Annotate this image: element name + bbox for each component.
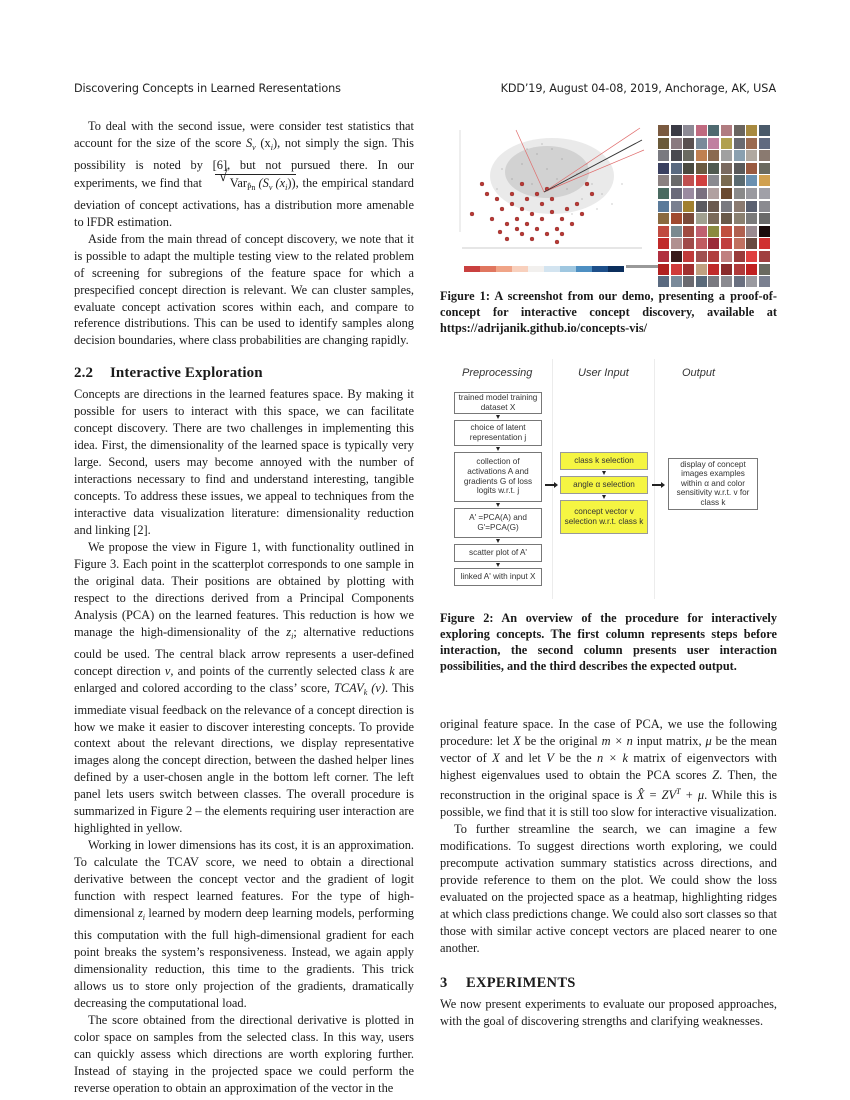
paragraph-score-color: The score obtained from the directional derivative is plotted in color space on samples from the selected class. In this way, users can quickly assess which directions are worth exploring further. Instead of staying in the projected space we could perform the reverse operation to obtain an approximation of the vector in the [74,1012,414,1095]
running-header-venue: KDD’19, August 04-08, 2019, Anchorage, AK, USA [500,82,776,95]
input-angle-selection: angle α selection [560,476,648,494]
column-divider [654,359,655,599]
section-heading-interactive-exploration: 2.2 Interactive Exploration [74,365,263,382]
paragraph-concepts-directions: Concepts are directions in the learned features space. By making it possible for users to interact with this space, we can facilitate concept discovery. There are two challenges in implementing this idea. First, the dimensionality of the learned space is typically very large. Second, users may become annoyed with the number of interactions necessary to find and understand interesting, tangible concepts. To address these issues, we appeal to techniques from the interactive data visualization literature: dimensionality reduction and linking [2]. [74,387,414,538]
figure-1-demo-screenshot [440,120,777,282]
arrow-down-icon [496,563,500,567]
arrow-down-icon [602,495,606,499]
figure-1-caption: Figure 1: A screenshot from our demo, presenting a proof-of-concept for interactive concept discovery, available at https://adrijanik.github.io/concepts-vis/ [440,289,777,336]
paragraph-streamline-search: To further streamline the search, we can imagine a few modifications. To suggest directions worth exploring, we could precompute activation summary statistics across directions, and provide reference to them on the plot. We could show the loss evaluated on the projected space as a heatmap, highlighting ridges at which class predictions change. We could also sort classes so that those with similar active concept vectors are placed nearer to one another. [440,822,777,955]
step-pca: A' =PCA(A) and G'=PCA(G) [454,508,542,538]
arrow-down-icon [602,471,606,475]
right-column [440,118,777,1030]
column-header-output: Output [682,366,716,379]
scatterplot-image [452,124,648,262]
arrow-right-icon [652,484,662,486]
arrow-down-icon [496,447,500,451]
paragraph-lower-dimensions: Working in lower dimensions has its cost, it is an approximation. To calculate the TCAV score, we need to obtain a directional derivative between the concept vector and the gradient of logit function with respect learned features. For the type of high-dimensional $z_i$ learned by modern deep learning models, performing this computation with the full high-dimensional gradient for each point breaks the system’s responsiveness. Instead, we again apply dimensionality reduction, this time to the gradients. This trick allows us to store only projection of the gradients, dramatically decreasing the computational load. [74,838,414,1010]
arrow-down-icon [496,503,500,507]
arrow-down-icon [496,539,500,543]
concept-image-grid [658,125,770,287]
arrow-right-icon [545,484,555,486]
column-header-user-input: User Input [578,366,629,379]
step-scatter-plot: scatter plot of A' [454,544,542,562]
arrow-down-icon [496,415,500,419]
input-class-selection: class k selection [560,452,648,470]
figure-2-procedure-diagram [440,359,777,604]
output-display-concepts: display of concept images examples within α and color sensitivity w.r.t. v for class k [668,458,758,510]
paragraph-test-statistics: To deal with the second issue, were consider test statistics that account for the size of the score $S_v$ $(x_i)$, not simply the sign. This possibility is noted by [6], but not pursued there. In our experiments, we find that √ Var$_{P̂n}$ ($S_v$ $(x_i)$), the empirical standard deviation of concept activations, has a distribution more amenable to lFDR estimation. [74,118,414,231]
step-latent-representation: choice of latent representation j [454,420,542,446]
left-column [74,118,414,1096]
colorbar-label [626,265,660,268]
figure-2-caption: Figure 2: An overview of the procedure for interactively exploring concepts. The first column represents steps before interaction, the second column presents user interaction possibilities, and the third describes the expected output. [440,610,777,674]
paragraph-screening: Aside from the main thread of concept discovery, we note that it is possible to adapt the multiple testing view to the related problem of screening for subregions of the feature space for which a prespecified concept direction is relevant. We can cluster samples, evaluate concept activation scores within each, and compare to reference distributions. This can be used to identify samples along decision boundaries, where class probabilities are changing rapidly. [74,231,414,348]
column-divider [552,359,553,599]
paragraph-view-proposal: We propose the view in Figure 1, with functionality outlined in Figure 3. Each point in the scatterplot corresponds to one sample in the original data. Their positions are obtained by plotting with respect to the directions derived from a Principal Components Analysis (PCA) on the learned features. This reduction is how we manage the high-dimensionality of the $z_i$; alternative reductions could be used. The central black arrow represents a user-defined concept direction v, and points of the currently selected class k are enlarged and colored according to the class’ score, $TCAV_k$ (v). This immediate visual feedback on the relevance of a concept direction is how we make it easier to discover interesting concepts. To provide context about the relevant directions, we display representative images along the concept direction, between the dashed helper lines defined by a user-chosen angle in the bottom left corner. The left panel lets users switch between classes. The overall procedure is summarized in Figure 2 – the elements requiring user interaction are highlighted in yellow. [74,539,414,836]
paragraph-pca-reconstruction: original feature space. In the case of PCA, we use the following procedure: let X be the original m × n input matrix, μ be the mean vector of X and let V be the n × k matrix of eigenvectors with highest eigenvalues used to obtain the PCA scores Z. Then, the reconstruction in the original space is X̂ = $ZV^T + \mu$. While this is possible, we find that it is still too slow for interactive visualization. [440,717,778,820]
input-concept-vector-selection: concept vector v selection w.r.t. class k [560,500,648,534]
section-heading-experiments: 3 EXPERIMENTS [440,974,576,991]
column-header-preprocessing: Preprocessing [462,366,533,379]
step-linked-input: linked A' with input X [454,568,542,586]
sqrt-expression: √ Var$_{P̂n}$ ($S_v$ $(x_i)$) [215,174,296,197]
colorbar-legend [464,266,624,272]
running-header-title: Discovering Concepts in Learned Reresentations [74,82,341,95]
step-collect-activations: collection of activations A and gradients G of loss logits w.r.t. j [454,452,542,502]
step-trained-model: trained model training dataset X [454,392,542,414]
paragraph-experiments-intro: We now present experiments to evaluate our proposed approaches, with the goal of discovering strengths and clarifying weaknesses. [440,996,777,1028]
